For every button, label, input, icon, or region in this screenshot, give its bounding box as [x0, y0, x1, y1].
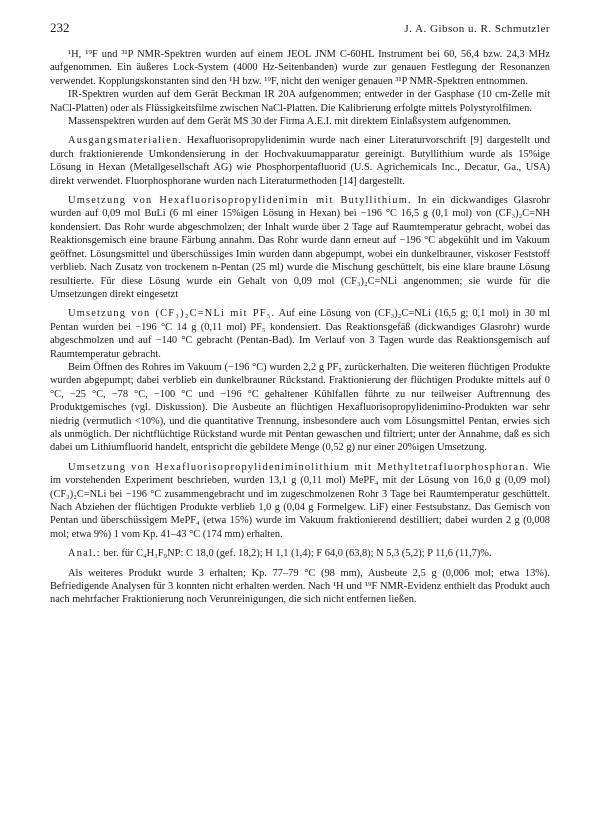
article-body: [50, 48, 550, 607]
section-lead: Anal.:: [68, 548, 101, 560]
paragraph-text: In ein dickwandiges Glasrohr wurden auf 0,09 mol BuLi (6 ml einer 15%igen Lösung in Hexan) bei −196 °C 16,5 g (0,1 mol) von (CF₃)₂C=NH kondensiert. Das Rohr wurde abgeschmolzen; der Inhalt wurde über 2 Tage auf Raumtemperatur gebracht, wobei das Reaktionsgemisch eine braune Färbung annahm. Das Rohr wurde dann erneut auf −196 °C abgekühlt und im Vakuum geöffnet. Lösungsmittel und überschüssiges Imin wurden dann abgepumpt, wobei ein dunkelbrauner, viskoser Feststoff verblieb. Nach Zusatz von trockenem n-Pentan (25 ml) wurde die Mischung geschüttelt, bis eine klare braune Lösung resultierte. Für diese Lösung wurde ein Gehalt von 0,09 mol (CF₃)₂C=NLi angenommen; sie wurde für die Umsetzungen direkt eingesetzt: [50, 195, 550, 300]
paragraph-text: IR-Spektren wurden auf dem Gerät Beckman IR 20A aufgenommen; entweder in der Gasphase (10 cm-Zelle mit NaCl-Platten) oder als Flüssigkeitsfilme zwischen NaCl-Platten. Die Kalibrierung erfolgte mittels Polystyrolfilmen.: [50, 89, 550, 114]
page-header: [50, 20, 550, 42]
paragraph-text: ber. für C₄H₃F₉NP: C 18,0 (gef. 18,2); H 1,1 (1,4); F 64,0 (63,8); N 5,3 (5,2); P 11,6 (11,7)%.: [100, 548, 492, 560]
paragraph-nmr: [50, 48, 550, 88]
section-lead: Ausgangsmaterialien.: [68, 135, 183, 147]
paragraph-ir: [50, 88, 550, 115]
paragraph-text: Hexafluorisopropylidenimin wurde nach einer Literaturvorschrift [9] dargestellt und durch fraktionierende Umkondensierung in der Hochvakuumapparatur gereinigt. Butyllithium wurde als 15%ige Lösung in Hexan (Metallgesellschaft AG) wie Phosphorpentafluorid (U.S. Agrichemicals Inc., Decatur, Ga., USA) direkt verwendet. Fluorphosphorane wurden nach Literaturmethoden [14] dargestellt.: [50, 135, 550, 187]
running-title: J. A. Gibson u. R. Schmutzler: [404, 23, 550, 35]
paragraph-text: Als weiteres Produkt wurde 3 erhalten; Kp. 77–79 °C (98 mm), Ausbeute 2,5 g (0,006 mol; etwa 13%). Befriedigende Analysen für 3 konnten nicht erhalten werden. Nach ¹H und ¹⁹F NMR-Evidenz enthielt das Produkt auch nach mehrfacher Fraktionierung noch Verunreinigungen, die sich nicht entfernen ließen.: [50, 567, 550, 606]
paragraph-starting-materials: [50, 134, 550, 188]
paragraph-further-product: [50, 567, 550, 607]
page-number: 232: [50, 20, 70, 35]
paragraph-text: Wie im vorstehenden Experiment beschrieben, wurden 13,1 g (0,11 mol) MePF₄ mit der Lösung von 16,0 g (0,09 mol) (CF₃)₂C=NLi bei −196 °C zusammengebracht und im zugeschmolzenen Rohr 3 Tage bei Raumtemperatur geschüttelt. Nach Abziehen der flüchtigen Produkte verblieb 1,0 g (0,04 g Formelgew. LiF) einer Festsubstanz. Das Gemisch von Pentan und überschüssigem MePF₄ (etwa 15%) wurde im Vakuum fraktionierend destilliert; dabei wurden 2 g (0,008 mol; etwa 9%) 1 vom Kp. 41–43 °C (174 mm) erhalten.: [50, 461, 550, 540]
section-lead: Umsetzung von Hexafluorisopropylideniminolithium mit Methyltetrafluorphosphoran.: [68, 461, 530, 473]
section-lead: Umsetzung von Hexafluorisopropylidenimin mit Butyllithium.: [68, 195, 412, 207]
paragraph-opening-tube: [50, 361, 550, 455]
paragraph-text: Auf eine Lösung von (CF₃)₂C=NLi (16,5 g; 0,1 mol) in 30 ml Pentan wurden bei −196 °C 14 g (0,11 mol) PF₅ kondensiert. Das Reaktionsgefäß (dickwandiges Glasrohr) wurde abgeschmolzen und auf −140 °C gebracht (Pentan-Bad). Im Verlauf von 3 Tagen wurde das Reaktionsgemisch auf Raumtemperatur gebracht.: [50, 308, 550, 360]
paragraph-reaction-pf5: [50, 307, 550, 361]
paragraph-analysis: [50, 547, 550, 560]
paragraph-mass-spec: [50, 115, 550, 128]
paragraph-text: ¹H, ¹⁹F und ³¹P NMR-Spektren wurden auf einem JEOL JNM C-60HL Instrument bei 60, 56,4 bzw. 24,3 MHz aufgenommen. Ein äußeres Lock-System (4000 Hz-Seitenbanden) wurde zur genauen Festlegung der Resonanzen verwendet. Kopplungskonstanten sind den ¹H bzw. ¹⁹F, nicht den weniger genauen ³¹P NMR-Spektren entnommen.: [50, 49, 550, 87]
section-lead: Umsetzung von (CF₃)₂C=NLi mit PF₅.: [68, 308, 276, 320]
paragraph-text: Beim Öffnen des Rohres im Vakuum (−196 °C) wurden 2,2 g PF₅ zurückerhalten. Die weiteren flüchtigen Produkte wurden abgepumpt; dabei verblieb ein dunkelbrauner Rückstand. Fraktionierung der flüchtigen Produkte mittels auf 0 °C, −25 °C, −78 °C, −100 °C und −196 °C gehaltener Kühlfallen führte zu nur teilweiser Auftrennung des Produktgemisches (vgl. Diskussion). Die Ausbeute an flüchtigen Hexafluorisopropylidenimino-Produkten war sehr niedrig (vermutlich <10%), und die quantitative Trennung, insbesondere auch vom Lösungsmittel Pentan, erwies sich als unmöglich. Der nichtflüchtige Rückstand wurde mit Pentan gewaschen und filtriert; unter der Annahme, daß es sich dabei um Lithiumfluorid handelt, entspricht die gebildete Menge (0,52 g) nur einer 20%igen Umsetzung.: [50, 361, 550, 454]
paragraph-reaction-mepf4: [50, 461, 550, 541]
paragraph-reaction-butyllithium: [50, 194, 550, 301]
paragraph-text: Massenspektren wurden auf dem Gerät MS 30 der Firma A.E.I. mit direktem Einlaßsystem aufgenommen.: [68, 116, 511, 128]
